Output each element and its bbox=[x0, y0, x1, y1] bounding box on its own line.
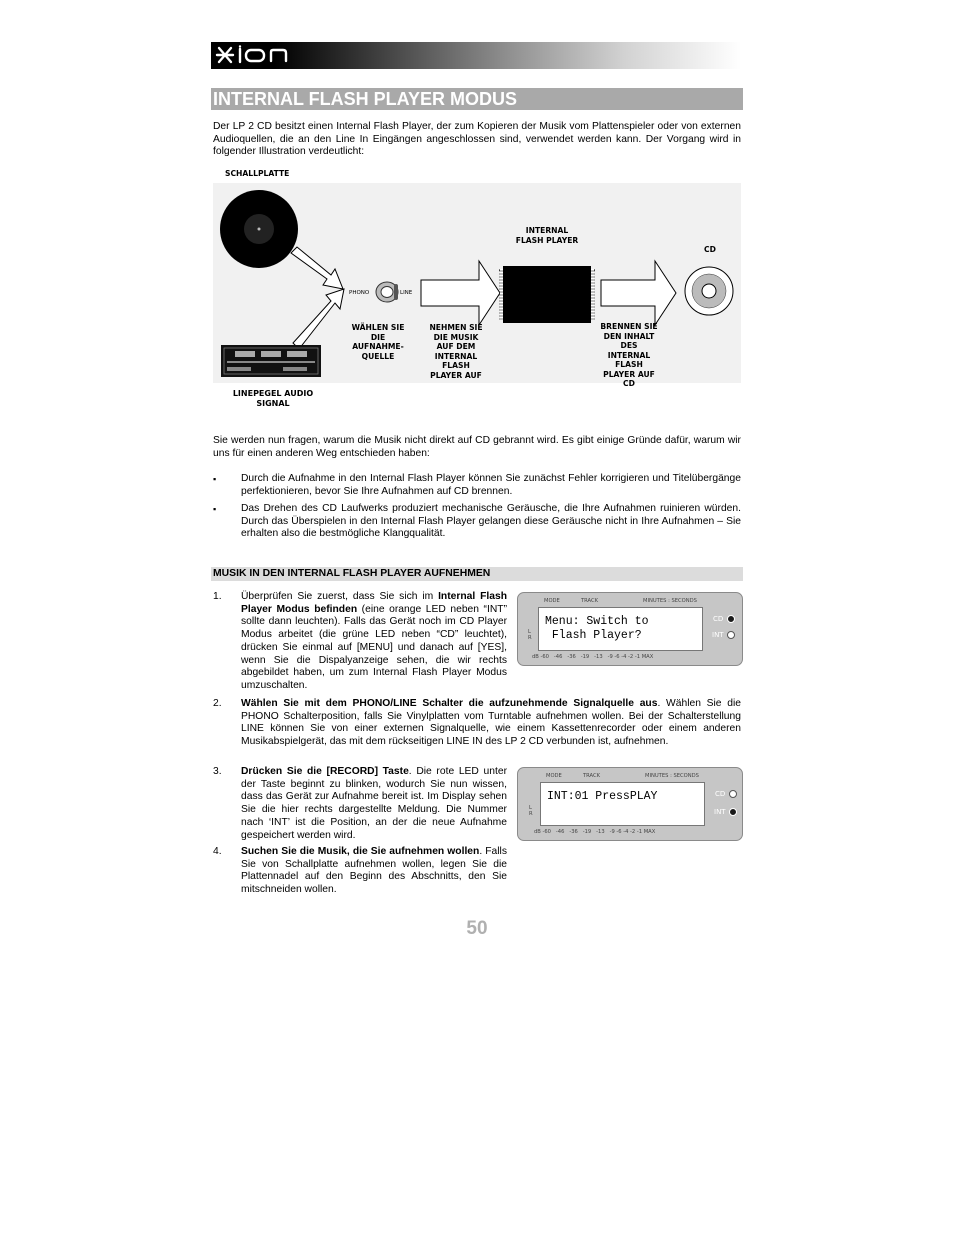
arrow-to-cd-icon bbox=[601, 261, 676, 325]
step-number: 4. bbox=[213, 846, 222, 857]
label-brennen: BRENNEN SIE DEN INHALT DES INTERNAL FLASH PLAYER AUF CD bbox=[600, 322, 658, 388]
int-led-indicator bbox=[727, 631, 735, 639]
step-4-text: Suchen Sie die Musik, die Sie aufnehmen wollen. Falls Sie von Schallplatte aufnehmen wollen, legen Sie die Plattennadel auf den Beginn des Abschnitts, den Sie mitschneiden wollen. bbox=[241, 846, 507, 896]
page-number: 50 bbox=[466, 918, 488, 939]
step-number: 3. bbox=[213, 766, 222, 777]
step-2-text: Wählen Sie mit dem PHONO/LINE Schalter die aufzunehmende Signalquelle aus. Wählen Sie die PHONO Schalterposition, falls Sie Vinylplatten vom Turntable aufnehmen wollen. Bei der Schalterstellung LINE können Sie von einer externen Signalquelle, wie einem Kassettenrecorder oder einem anderen Musikabspielgerät, das mit dem rückseitigen LINE IN des LP 2 CD verbunden ist, aufnehmen. bbox=[241, 698, 741, 748]
page-title: INTERNAL FLASH PLAYER MODUS bbox=[211, 88, 743, 110]
ion-logo-icon bbox=[215, 43, 295, 67]
lcd-track-label: TRACK bbox=[583, 773, 601, 779]
phono-label: PHONO bbox=[349, 290, 370, 296]
lcd-display-menu bbox=[517, 592, 743, 666]
bullet-item: Das Drehen des CD Laufwerks produziert mechanische Geräusche, die Ihre Aufnahmen ruinieren würden. Durch das Überspielen in den Internal Flash Player gelangen diese Geräusche nicht in Ihre Aufnahmen – Sie erhalten also die bestmögliche Klangqualität. bbox=[241, 503, 741, 540]
lcd-cd-label: CD bbox=[713, 615, 724, 623]
bullet-item: Durch die Aufnahme in den Internal Flash Player können Sie zunächst Fehler korrigieren und Titelübergänge perfektionieren, bevor Sie Ihre Aufnahmen auf CD brennen. bbox=[241, 473, 741, 497]
cd-led-indicator bbox=[729, 790, 737, 798]
line-label: LINE bbox=[400, 290, 413, 296]
cassette-deck-icon bbox=[221, 345, 321, 377]
vinyl-record-icon bbox=[220, 190, 298, 268]
lcd-minsec-label: MINUTES : SECONDS bbox=[643, 598, 697, 604]
label-linepegel: LINEPEGEL AUDIO SIGNAL bbox=[232, 389, 314, 408]
lcd-cd-label: CD bbox=[715, 790, 726, 798]
arrow-from-cassette-icon bbox=[293, 289, 344, 349]
arrow-from-record-icon bbox=[291, 247, 343, 289]
label-schallplatte: SCHALLPLATTE bbox=[225, 169, 290, 178]
cd-disc-icon bbox=[685, 267, 733, 315]
lcd-mode-label: MODE bbox=[546, 773, 562, 779]
lcd-screen bbox=[540, 782, 705, 826]
arrow-to-flash-icon bbox=[421, 261, 500, 325]
bullet-marker: ▪ bbox=[213, 504, 217, 514]
lcd-screen bbox=[538, 607, 703, 651]
int-led-indicator bbox=[729, 808, 737, 816]
phono-line-switch-icon bbox=[376, 282, 398, 302]
section-title: MUSIK IN DEN INTERNAL FLASH PLAYER AUFNEHMEN bbox=[211, 567, 743, 581]
label-nehmen: NEHMEN SIE DIE MUSIK AUF DEM INTERNAL FLASH PLAYER AUF bbox=[429, 323, 483, 380]
lcd-display-record bbox=[517, 767, 743, 841]
flash-chip-icon bbox=[499, 266, 595, 323]
cd-led-indicator bbox=[727, 615, 735, 623]
intro-paragraph: Der LP 2 CD besitzt einen Internal Flash Player, der zum Kopieren der Musik vom Plattenspieler oder von externen Audioquellen, die an den Line In Eingängen angeschlossen sind, verwendet werden kann. Der Vorgang wird in folgender Illustration verdeutlicht: bbox=[213, 121, 741, 158]
bullet-marker: ▪ bbox=[213, 474, 217, 484]
lcd-lr-label: L R bbox=[529, 805, 533, 817]
lcd-level-scale: dB -60 -46 -36 -19 -13 -9 -6 -4 -2 -1 MAX bbox=[534, 829, 656, 835]
lcd-message: Menu: Switch to Flash Player? bbox=[545, 615, 649, 642]
label-cd: CD bbox=[704, 245, 716, 254]
lcd-track-label: TRACK bbox=[581, 598, 599, 604]
lcd-int-label: INT bbox=[712, 631, 724, 639]
lcd-minsec-label: MINUTES : SECONDS bbox=[645, 773, 699, 779]
lcd-int-label: INT bbox=[714, 808, 726, 816]
step-number: 2. bbox=[213, 698, 222, 709]
lcd-mode-label: MODE bbox=[544, 598, 560, 604]
lcd-lr-label: L R bbox=[528, 629, 532, 641]
label-waehlen: WÄHLEN SIE DIE AUFNAHME-QUELLE bbox=[351, 323, 405, 361]
reasons-paragraph: Sie werden nun fragen, warum die Musik nicht direkt auf CD gebrannt wird. Es gibt einige Gründe dafür, warum wir uns für einen anderen Weg entschieden haben: bbox=[213, 435, 741, 459]
label-internal-flash-player: INTERNAL FLASH PLAYER bbox=[515, 226, 579, 245]
step-3-text: Drücken Sie die [RECORD] Taste. Die rote LED unter der Taste beginnt zu blinken, wodurch Sie nun wissen, dass das Gerät zur Aufnahme bereit ist. Im Display sehen Sie die hier rechts dargestellte Meldung. Die Nummer nach ‘INT’ ist die Position, an der die neue Aufnahme gespeichert werden wird. bbox=[241, 766, 507, 841]
lcd-message: INT:01 PressPLAY bbox=[547, 790, 658, 803]
lcd-level-scale: dB -60 -46 -36 -19 -13 -9 -6 -4 -2 -1 MAX bbox=[532, 654, 654, 660]
step-number: 1. bbox=[213, 591, 222, 602]
step-1-text: Überprüfen Sie zuerst, dass Sie sich im Internal Flash Player Modus befinden (eine orange LED neben “INT” sollte dann leuchten). Falls das Gerät noch im CD Player Modus arbeitet (die grüne LED neben “CD” leuchtet), drücken Sie einmal auf [MENU] und danach auf [YES], wenn Sie die Dispalyanzeige sehen, die wir rechts abgebildet haben, um zum Internal Flash Player Modus umzuschalten. bbox=[241, 591, 508, 691]
